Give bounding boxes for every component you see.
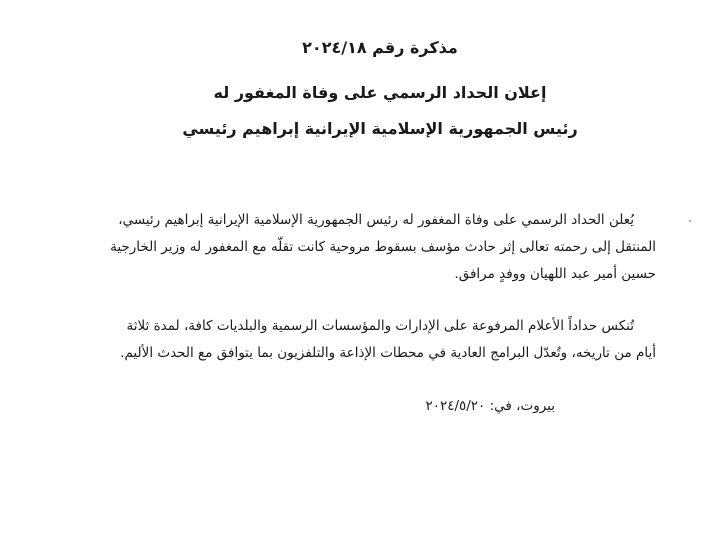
place-date: بيروت، في: ٢٠٢٤/٥/٢٠ <box>425 398 555 414</box>
paragraph-2-line: تُنكس حداداً الأعلام المرفوعة على الإدارات والمؤسسات الرسمية والبلديات كافة، لمدة ثلاثة <box>126 318 634 334</box>
paragraph-1-line: المنتقل إلى رحمته تعالى إثر حادث مؤسف بسقوط مروحية كانت تقلّه مع المغفور له وزير الخارجية <box>110 239 656 255</box>
title-line-1: إعلان الحداد الرسمي على وفاة المغفور له <box>213 83 547 102</box>
paragraph-1-line: يُعلن الحداد الرسمي على وفاة المغفور له رئيس الجمهورية الإسلامية الإيرانية إبراهيم رئيسي، <box>118 212 634 228</box>
paragraph-2 <box>66 313 656 367</box>
paragraph-1-line: حسين أمير عبد اللهيان ووفدٍ مرافق. <box>454 266 656 282</box>
title-line-2: رئيس الجمهورية الإسلامية الإيرانية إبراهيم رئيسي <box>182 119 578 138</box>
paragraph-1 <box>66 207 656 288</box>
paragraph-2-line: أيام من تاريخه، وتُعدّل البرامج العادية في محطات الإذاعة والتلفزيون بما يتوافق مع الحدث الأليم. <box>120 345 656 361</box>
scan-speck <box>689 220 691 222</box>
memo-number: مذكرة رقم ٢٠٢٤/١٨ <box>302 38 458 57</box>
